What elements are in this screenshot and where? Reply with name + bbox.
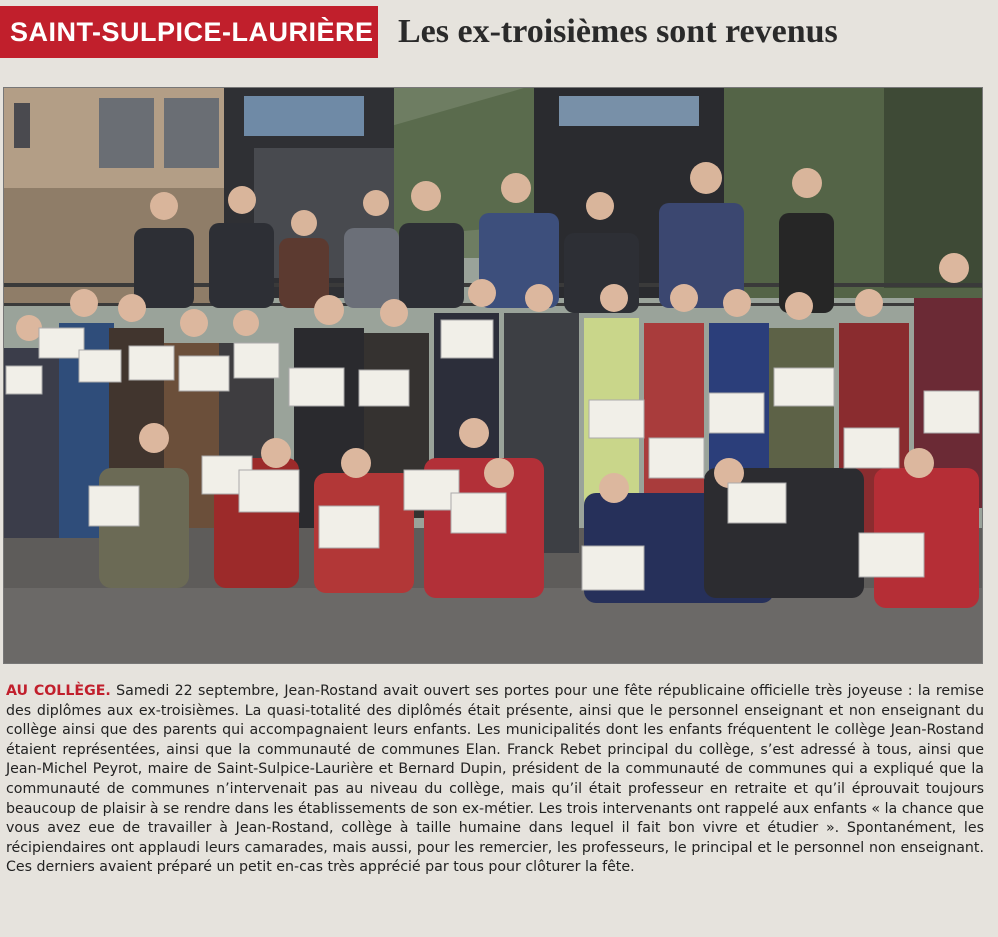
- headline: Les ex-troisièmes sont revenus: [398, 13, 838, 50]
- article-header: [0, 0, 998, 62]
- group-photo: [3, 87, 983, 664]
- article-kicker: AU COLLÈGE.: [6, 683, 111, 699]
- group-photo-illustration: [4, 88, 982, 663]
- article-text: Samedi 22 septembre, Jean-Rostand avait ouvert ses portes pour une fête républicaine officielle très joyeuse : la remise des diplômes aux ex-troisièmes. La quasi-totalité des diplômés était présente, ainsi que le personnel enseignant et non enseignant du collège ainsi que des parents qui accompagnaient leurs enfants. Les municipalités dont les enfants fréquentent le collège Jean-Rostand étaient représentées, ainsi que la communauté de communes Elan. Franck Rebet principal du collège, s’est adressé à tous, ainsi que Jean-Michel Peyrot, maire de Saint-Sulpice-Laurière et Bernard Dupin, président de la communauté de communes qui a expliqué que la communauté de communes n’intervenait pas au niveau du collège, mais qu’il était professeur en retraite et qu’il éprouvait toujours beaucoup de plaisir à se rendre dans les établissements de son ex-métier. Les trois intervenants ont rappelé aux enfants « la chance que vous avez eue de travailler à Jean-Rostand, collège à taille humaine dans lequel il fait bon vivre et étudier ». Spontanément, les récipiendaires ont applaudi leurs camarades, mais aussi, pour les remercier, les professeurs, le principal et le personnel non enseignant. Ces derniers avaient préparé un petit en-cas très apprécié par tous pour clôturer la fête.: [6, 683, 984, 876]
- article-body: [6, 682, 984, 878]
- location-tag: SAINT-SULPICE-LAURIÈRE: [0, 6, 378, 58]
